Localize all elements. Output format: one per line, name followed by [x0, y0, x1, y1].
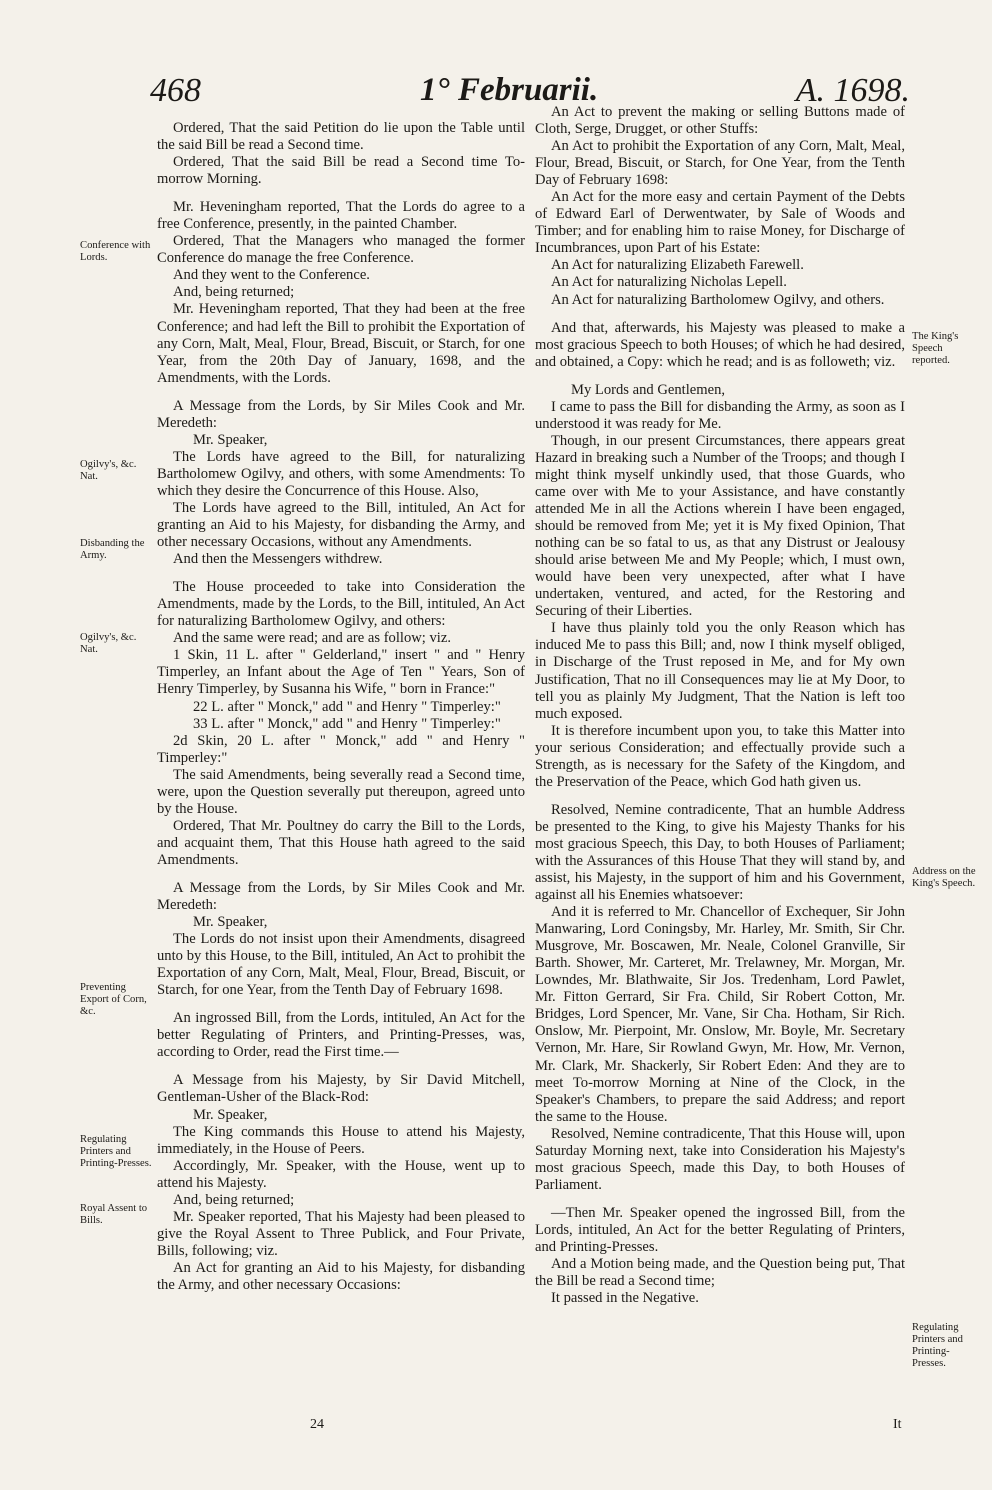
right-column — [535, 104, 905, 1307]
paragraph: An Act for naturalizing Bartholomew Ogilvy, and others. — [551, 291, 885, 308]
paragraph: Ordered, That the said Bill be read a Second time To-morrow Morning. — [157, 154, 525, 188]
paragraph: An Act to prohibit the Exportation of any Corn, Malt, Meal, Flour, Bread, Biscuit, or Starch, for One Year, from the Tenth Day of February 1698: — [535, 138, 905, 189]
paragraph: 22 L. after " Monck," add " and Henry " Timperley:" — [193, 698, 501, 715]
margin-note: Preventing Export of Corn, &c. — [80, 982, 147, 1017]
page-year: A. 1698. — [795, 72, 910, 109]
paragraph: And then the Messengers withdrew. — [173, 551, 383, 568]
margin-note: Disbanding the Army. — [80, 538, 145, 561]
page-number: 468 — [150, 72, 201, 109]
paragraph: An Act for naturalizing Nicholas Lepell. — [551, 274, 787, 291]
paragraph: And, being returned; — [173, 1191, 295, 1208]
margin-note: Regulating Printers and Printing-Presses. — [80, 1134, 152, 1169]
paragraph: Accordingly, Mr. Speaker, with the House, went up to attend his Majesty. — [157, 1157, 525, 1191]
paragraph: It is therefore incumbent upon you, to take this Matter into your serious Consideration; and effectually provide such a Strength, as is necessary for the Safety of the Kingdom, and the Preservation of the Peace, which God hath given us. — [535, 722, 905, 790]
catchword: It — [893, 1417, 902, 1432]
paragraph: And it is referred to Mr. Chancellor of Exchequer, Sir John Manwaring, Lord Coningsby, Mr. Harley, Mr. Smith, Sir Chr. Musgrove, Mr. Boscawen, Mr. Neale, Colonel Granville, Sir Barth. Shower, Mr. Carteret, Mr. Trelawney, Mr. Morgan, Mr. Lowndes, Mr. Blathwaite, Sir Jos. Tredenham, Lord Pawlet, Mr. Fitton Gerrard, Sir Fra. Child, Sir Robert Cotton, Mr. Bridges, Lord Spencer, Mr. Vane, Sir Cha. Hotham, Sir Rich. Onslow, Mr. Pierpoint, Mr. Onslow, Mr. Boyle, Mr. Secretary Vernon, Mr. Hare, Sir Rowland Gwyn, Mr. How, Mr. Vernon, Mr. Clark, Mr. Shackerly, Sir Robert Eden: And they are to meet To-morrow Morning at Nine of the Clock, in the Speaker's Chambers, to prepare the said Address; and report the same to the House. — [535, 904, 905, 1125]
paragraph: An ingrossed Bill, from the Lords, intituled, An Act for the better Regulating of Printers, and Printing-Presses, was, according to Order, read the First time.— — [157, 1010, 525, 1061]
paragraph: The King commands this House to attend his Majesty, immediately, in the House of Peers. — [157, 1123, 525, 1157]
paragraph: Resolved, Nemine contradicente, That this House will, upon Saturday Morning next, take into Consideration his Majesty's most gracious Speech, made this Day, to both Houses of Parliament. — [535, 1125, 905, 1193]
paragraph: A Message from the Lords, by Sir Miles Cook and Mr. Meredeth: — [157, 879, 525, 914]
paragraph: And a Motion being made, and the Question being put, That the Bill be read a Second time; — [535, 1256, 905, 1290]
paragraph: A Message from the Lords, by Sir Miles Cook and Mr. Meredeth: — [157, 397, 525, 431]
paragraph: Ordered, That the said Petition do lie upon the Table until the said Bill be read a Second time. — [157, 120, 525, 154]
paragraph: A Message from his Majesty, by Sir David Mitchell, Gentleman-Usher of the Black-Rod: — [157, 1072, 525, 1106]
paragraph: Mr. Speaker, — [193, 1106, 268, 1123]
paragraph: Though, in our present Circumstances, there appears great Hazard in breaking such a Number of the Troops; and though I might think myself unkindly used, that those Guards, who came over with Me to your Assistance, and have constantly attended Me in all the Actions wherein I have been engaged, should be removed from Me; yet it is My fixed Opinion, That nothing can be so fatal to us, as that any Distrust or Jealousy should arise between Me and My People; which, I must own, would have been very unexpected, after what I have undertaken, ventured, and acted, for the Restoring and Securing of their Liberties. — [535, 432, 905, 620]
paragraph: An Act to prevent the making or selling Buttons made of Cloth, Serge, Drugget, or other Stuffs: — [535, 104, 905, 138]
paragraph: And they went to the Conference. — [173, 267, 370, 284]
paragraph: 33 L. after " Monck," add " and Henry " Timperley:" — [193, 715, 501, 732]
paragraph: The Lords have agreed to the Bill, intituled, An Act for granting an Aid to his Majesty, for disbanding the Army, and other necessary Occasions, without any Amendments. — [157, 499, 525, 551]
page-date: 1° Februarii. — [420, 72, 599, 108]
margin-note: Regulating Printers and Printing-Presses. — [912, 1322, 963, 1369]
paragraph: Mr. Speaker, — [193, 431, 268, 448]
paragraph: I have thus plainly told you the only Reason which has induced Me to pass this Bill; and, now I think myself obliged, in Discharge of the Trust reposed in Me, and for My own Justification, That no ill Consequences may lie at My Door, to tell you as plainly My Judgment, That the Nation is left too much exposed. — [535, 620, 905, 722]
paragraph: The Lords have agreed to the Bill, for naturalizing Bartholomew Ogilvy, and others, with some Amendments: To which they desire the Concurrence of this House. Also, — [157, 448, 525, 499]
left-column — [157, 120, 525, 1294]
margin-note: Conference with Lords. — [80, 240, 151, 263]
paragraph: An Act for granting an Aid to his Majesty, for disbanding the Army, and other necessary Occasions: — [157, 1259, 525, 1293]
paragraph: And the same were read; and are as follow; viz. — [173, 630, 451, 647]
paragraph: —Then Mr. Speaker opened the ingrossed Bill, from the Lords, intituled, An Act for the better Regulating of Printers, and Printing-Presses. — [535, 1204, 905, 1255]
signature-mark: 24 — [310, 1417, 324, 1432]
paragraph: The House proceeded to take into Consideration the Amendments, made by the Lords, to the Bill, intituled, An Act for naturalizing Bartholomew Ogilvy, and others: — [157, 579, 525, 630]
paragraph: Resolved, Nemine contradicente, That an humble Address be presented to the King, to give his Majesty Thanks for his most gracious Speech, this Day, to both Houses of Parliament; with the Assurances of this House That they will stand by, and assist, his Majesty, in the support of him and his Government, against all his Enemies whatsoever: — [535, 801, 905, 904]
paragraph: Mr. Heveningham reported, That the Lords do agree to a free Conference, presently, in the painted Chamber. — [157, 199, 525, 233]
paragraph: Ordered, That the Managers who managed the former Conference do manage the free Conference. — [157, 233, 525, 267]
paragraph: An Act for the more easy and certain Payment of the Debts of Edward Earl of Derwentwater, by Sale of Woods and Timber; and for enabling him to raise Money, for Discharge of Incumbrances, upon Part of his Estate: — [535, 189, 905, 257]
paragraph: It passed in the Negative. — [551, 1290, 699, 1307]
paragraph: The Lords do not insist upon their Amendments, disagreed unto by this House, to the Bill, intituled, An Act to prohibit the Exportation of any Corn, Malt, Meal, Flour, Bread, Biscuit, or Starch, for one Year, from the Tenth Day of February 1698. — [157, 931, 525, 999]
paragraph: And that, afterwards, his Majesty was pleased to make a most gracious Speech to both Houses; of which he had desired, and obtained, a Copy: which he read; and is as followeth; viz. — [535, 319, 905, 370]
paragraph: An Act for naturalizing Elizabeth Farewell. — [551, 257, 804, 274]
paragraph: 2d Skin, 20 L. after " Monck," add " and Henry " Timperley:" — [157, 732, 525, 766]
margin-note: Address on the King's Speech. — [912, 866, 976, 889]
paragraph: And, being returned; — [173, 284, 295, 301]
paragraph: My Lords and Gentlemen, — [571, 381, 726, 398]
paragraph: The said Amendments, being severally read a Second time, were, upon the Question severally put thereupon, agreed unto by the House. — [157, 766, 525, 817]
paragraph: Ordered, That Mr. Poultney do carry the Bill to the Lords, and acquaint them, That this House hath agreed to the said Amendments. — [157, 817, 525, 868]
paragraph: Mr. Speaker, — [193, 914, 268, 931]
margin-note: The King's Speech reported. — [912, 331, 959, 366]
margin-note: Ogilvy's, &c. Nat. — [80, 459, 137, 482]
paragraph: 1 Skin, 11 L. after " Gelderland," insert " and " Henry Timperley, an Infant about the Age of Ten " Years, Son of Henry Timperley, by Susanna his Wife, " born in France:" — [157, 647, 525, 698]
margin-note: Ogilvy's, &c. Nat. — [80, 632, 137, 655]
paragraph: Mr. Heveningham reported, That they had been at the free Conference; and had left the Bill to prohibit the Exportation of any Corn, Malt, Meal, Flour, Bread, Biscuit, or Starch, for one Year, from the 20th Day of January, 1698, and the Amendments, with the Lords. — [157, 301, 525, 386]
paragraph: I came to pass the Bill for disbanding the Army, as soon as I understood it was ready for Me. — [535, 398, 905, 432]
paragraph: Mr. Speaker reported, That his Majesty had been pleased to give the Royal Assent to Three Publick, and Four Private, Bills, following; viz. — [157, 1208, 525, 1259]
margin-note: Royal Assent to Bills. — [80, 1203, 148, 1226]
